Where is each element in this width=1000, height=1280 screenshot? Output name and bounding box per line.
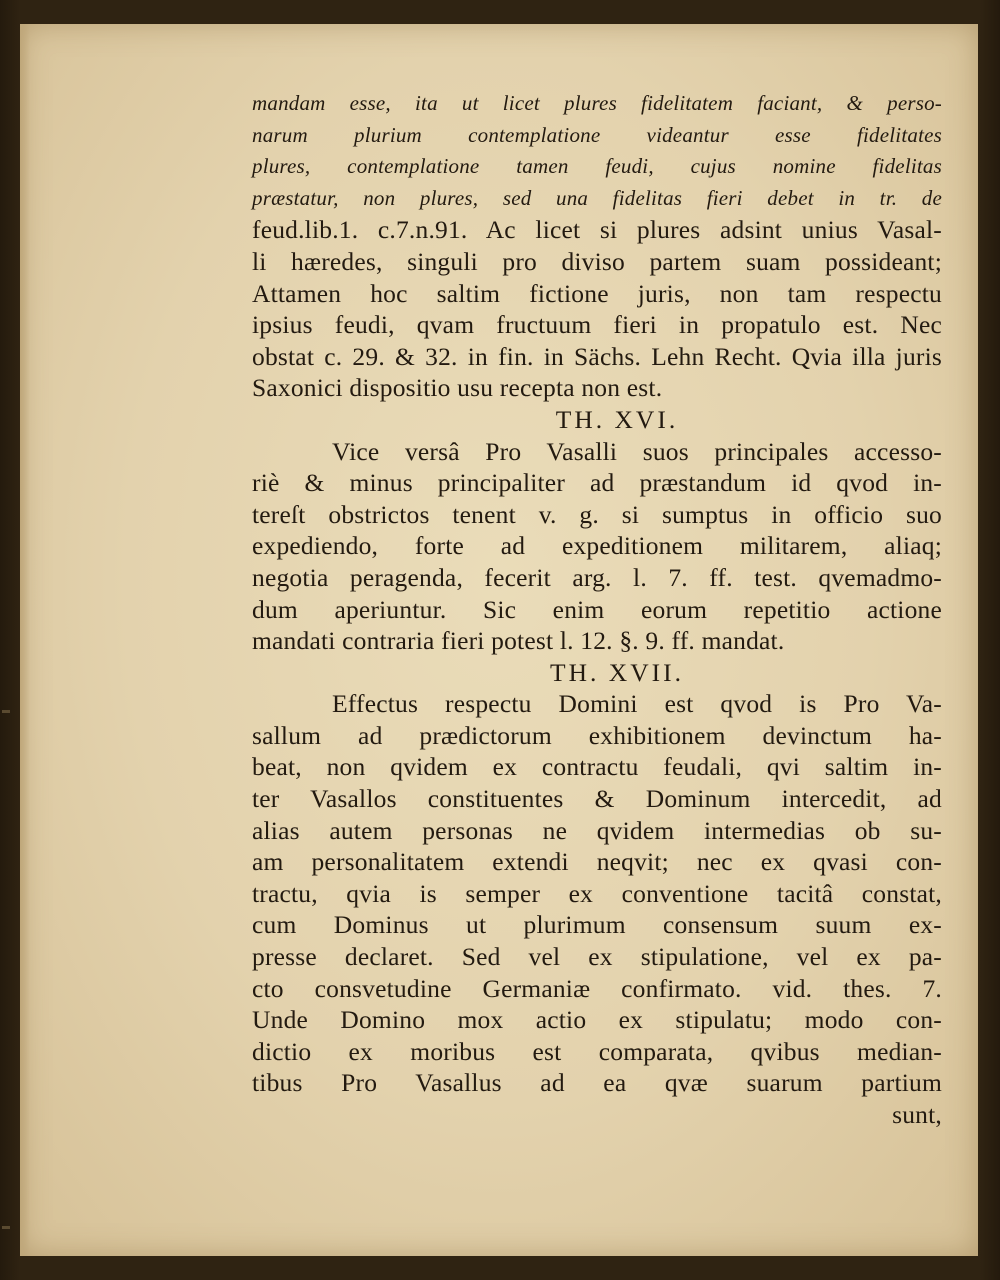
text-line: præstatur, non plures, sed una fidelitas fieri debet in tr. de xyxy=(252,185,942,210)
text-line: mandati contraria fieri potest l. 12. §. 9. ff. mandat. xyxy=(252,626,785,656)
text-line: tractu, qvia is semper ex conventione tacitâ constat, xyxy=(252,878,942,908)
text-line: cum Dominus ut plurimum consensum suum ex- xyxy=(252,910,942,940)
text-line: alias autem personas ne qvidem intermedias ob su- xyxy=(252,815,942,845)
text-line: mandam esse, ita ut licet plures fidelitatem faciant, & perso- xyxy=(252,91,942,115)
text-line: dum aperiuntur. Sic enim eorum repetitio actione xyxy=(252,594,942,624)
text-line: tibus Pro Vasallus ad ea qvæ suarum partium xyxy=(252,1068,942,1098)
text-line: ipsius feudi, qvam fructuum fieri in propatulo est. Nec xyxy=(252,310,942,340)
text-line: sallum ad prædictorum exhibitionem devinctum ha- xyxy=(252,720,942,750)
book-page xyxy=(20,24,978,1256)
text-line: am personalitatem extendi neqvit; nec ex qvasi con- xyxy=(252,847,942,877)
page-text-block xyxy=(252,88,942,1131)
text-line: expediendo, forte ad expeditionem militarem, aliaq; xyxy=(252,531,942,561)
text-line: Attamen hoc saltim fictione juris, non tam respectu xyxy=(252,278,942,308)
text-line: feud.lib.1. c.7.n.91. Ac licet si plures adsint unius Vasal- xyxy=(252,215,942,245)
margin-mark xyxy=(2,710,10,713)
text-line: negotia peragenda, fecerit arg. l. 7. ff. test. qvemadmo- xyxy=(252,562,942,592)
text-line: Saxonici dispositio usu recepta non est. xyxy=(252,373,663,403)
text-line: presse declaret. Sed vel ex stipulatione, vel ex pa- xyxy=(252,942,942,972)
text-line: riè & minus principaliter ad præstandum id qvod in- xyxy=(252,468,942,498)
section-heading: TH. XVI. xyxy=(555,404,679,434)
text-line: obstat c. 29. & 32. in fin. in Sächs. Lehn Recht. Qvia illa juris xyxy=(252,341,942,371)
text-line: dictio ex moribus est comparata, qvibus median- xyxy=(252,1036,942,1066)
text-line: sunt, xyxy=(892,1100,942,1129)
page-edge-shadow xyxy=(20,24,30,1256)
text-line: beat, non qvidem ex contractu feudali, qvi saltim in- xyxy=(252,752,942,782)
text-line: li hæredes, singuli pro diviso partem suam possideant; xyxy=(252,246,942,276)
text-line: cto consvetudine Germaniæ confirmato. vid. thes. 7. xyxy=(252,973,942,1003)
text-line: narum plurium contemplatione videantur esse fidelitates xyxy=(252,122,942,147)
section-heading: TH. XVII. xyxy=(550,657,684,687)
text-line: Effectus respectu Domini est qvod is Pro Va- xyxy=(332,689,942,719)
text-line: Unde Domino mox actio ex stipulatu; modo con- xyxy=(252,1005,942,1035)
text-line: ter Vasallos constituentes & Dominum intercedit, ad xyxy=(252,784,942,814)
text-line: tereſt obstrictos tenent v. g. si sumptus in officio suo xyxy=(252,499,942,529)
text-line: Vice versâ Pro Vasalli suos principales accesso- xyxy=(332,436,942,466)
margin-mark xyxy=(2,1226,10,1229)
text-line: plures, contemplatione tamen feudi, cujus nomine fidelitas xyxy=(252,154,942,179)
